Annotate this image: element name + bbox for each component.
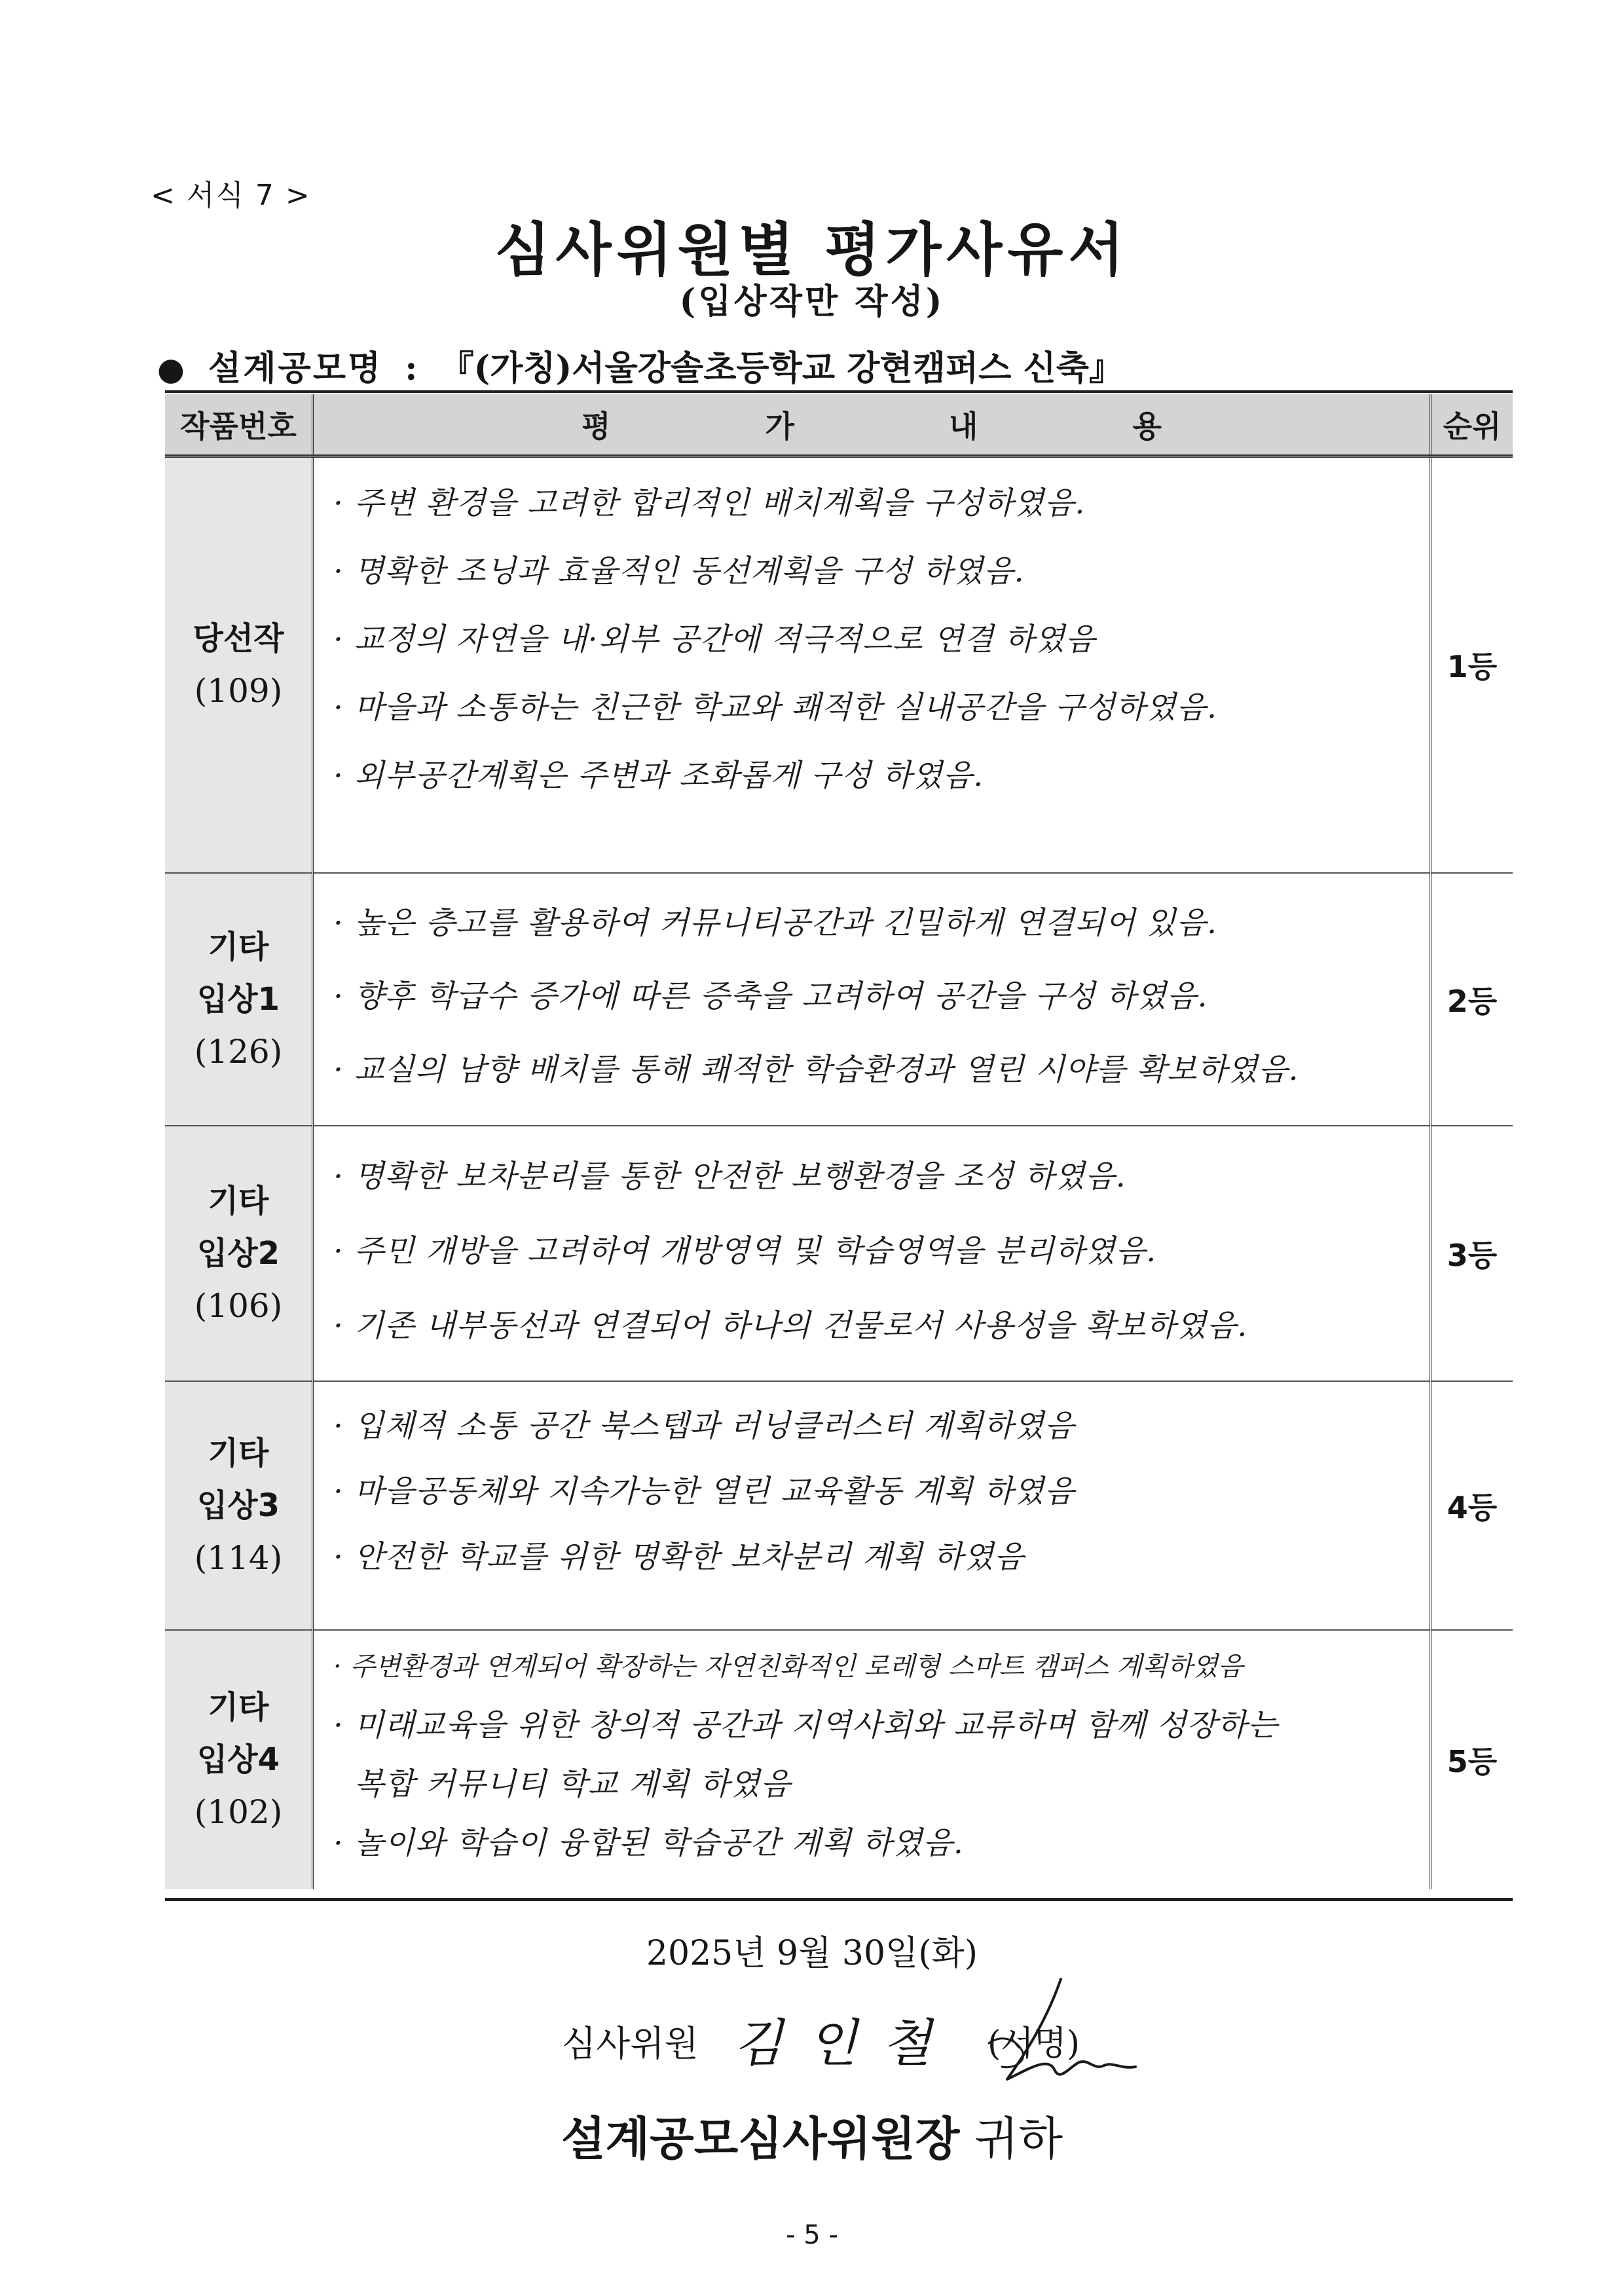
- work-cell: [165, 456, 313, 873]
- work-subcategory: 입상4: [196, 1741, 280, 1778]
- comment-line: · 마을과 소통하는 친근한 학교와 쾌적한 실내공간을 구성하였음.: [333, 690, 1217, 726]
- header-evaluation-content: 평 가 내 용: [313, 394, 1431, 456]
- rank-cell: 4등: [1431, 1381, 1513, 1630]
- comment-line: · 마을공동체와 지속가능한 열린 교육활동 계획 하였음: [333, 1473, 1075, 1509]
- addressee-suffix: 귀하: [974, 2112, 1063, 2166]
- comment-line: · 높은 층고를 활용하여 커뮤니티공간과 긴밀하게 연결되어 있음.: [333, 904, 1217, 941]
- table-row: [165, 873, 1513, 1126]
- entry-number: (102): [194, 1793, 283, 1831]
- rank-cell: 3등: [1431, 1126, 1513, 1381]
- evaluation-cell: [313, 1630, 1431, 1889]
- comment-line: · 교실의 남향 배치를 통해 쾌적한 학습환경과 열린 시야를 확보하였음.: [333, 1051, 1299, 1088]
- comment-line: · 향후 학급수 증가에 따른 증축을 고려하여 공간을 구성 하였음.: [333, 978, 1208, 1014]
- entry-number: (106): [194, 1286, 283, 1325]
- table-row: [165, 1630, 1513, 1889]
- work-subcategory: 입상3: [196, 1487, 280, 1524]
- rank-cell: 2등: [1431, 873, 1513, 1126]
- contest-name: 『(가칭)서울강솔초등학교 강현캠퍼스 신축』: [439, 348, 1123, 388]
- work-category: 기타: [208, 1182, 269, 1219]
- evaluation-cell: [313, 456, 1431, 873]
- table-bottom-rule: [165, 1898, 1513, 1901]
- comment-line: 복합 커뮤니티 학교 계획 하였음: [333, 1766, 791, 1802]
- comment-line: · 입체적 소통 공간 북스텝과 러닝클러스터 계획하였음: [333, 1407, 1075, 1444]
- work-category: 기타: [208, 1689, 269, 1726]
- contest-line: [157, 341, 1123, 390]
- evaluation-table: [165, 394, 1513, 1889]
- entry-number: (114): [194, 1538, 283, 1577]
- table-top-rule: [165, 390, 1513, 393]
- addressee-main: 설계공모심사위원장: [561, 2111, 960, 2166]
- contest-label: 설계공모명: [208, 348, 383, 388]
- work-category: 기타: [208, 928, 269, 965]
- page-number: - 5 -: [786, 2220, 838, 2250]
- document-subtitle: (입상작만 작성): [679, 282, 945, 322]
- work-cell: [165, 873, 313, 1126]
- entry-number: (126): [194, 1032, 283, 1071]
- table-row: [165, 1126, 1513, 1381]
- comment-line: · 주변 환경을 고려한 합리적인 배치계획을 구성하였음.: [333, 485, 1086, 521]
- addressee: [0, 2102, 1624, 2168]
- table-row: [165, 456, 1513, 873]
- comment-line: · 놀이와 학습이 융합된 학습공간 계획 하였음.: [333, 1824, 964, 1861]
- header-rank: 순위: [1431, 394, 1513, 456]
- comment-line: · 교정의 자연을 내·외부 공간에 적극적으로 연결 하였음: [333, 621, 1096, 657]
- table-row: [165, 1381, 1513, 1630]
- bullet-icon: ●: [157, 351, 185, 388]
- comment-line: · 주변환경과 연계되어 확장하는 자연친화적인 로레형 스마트 캠퍼스 계획하였음: [333, 1651, 1244, 1682]
- work-subcategory: 입상2: [196, 1234, 280, 1272]
- rank-cell: 5등: [1431, 1630, 1513, 1889]
- comment-line: · 주민 개방을 고려하여 개방영역 및 학습영역을 분리하였음.: [333, 1232, 1157, 1269]
- work-category: 당선작: [193, 620, 284, 657]
- work-cell: [165, 1381, 313, 1630]
- work-cell: [165, 1126, 313, 1381]
- work-subcategory: 입상1: [196, 980, 280, 1018]
- document-date: 2025년 9월 30일(화): [646, 1934, 978, 1973]
- header-work-number: 작품번호: [165, 394, 313, 456]
- rank-cell: 1등: [1431, 456, 1513, 873]
- comment-line: · 명확한 보차분리를 통한 안전한 보행환경을 조성 하였음.: [333, 1158, 1126, 1194]
- judge-label: 심사위원: [562, 2023, 699, 2064]
- work-cell: [165, 1630, 313, 1889]
- form-number: < 서식 7 >: [151, 179, 311, 212]
- comment-line: · 외부공간계획은 주변과 조화롭게 구성 하였음.: [333, 758, 984, 794]
- comment-line: · 기존 내부동선과 연결되어 하나의 건물로서 사용성을 확보하였음.: [333, 1307, 1248, 1344]
- judge-name: 김인철: [733, 2014, 957, 2073]
- entry-number: (109): [194, 672, 283, 711]
- evaluation-cell: [313, 873, 1431, 1126]
- comment-line: · 안전한 학교를 위한 명확한 보차분리 계획 하였음: [333, 1538, 1025, 1575]
- document-title: 심사위원별 평가사유서: [494, 215, 1130, 284]
- table-header-row: [165, 394, 1513, 456]
- evaluation-cell: [313, 1381, 1431, 1630]
- work-category: 기타: [208, 1434, 269, 1472]
- comment-line: · 명확한 조닝과 효율적인 동선계획을 구성 하였음.: [333, 553, 1025, 589]
- signature-mark: [950, 1971, 1139, 2102]
- evaluation-cell: [313, 1126, 1431, 1381]
- sign-note: (서명): [987, 2024, 1080, 2064]
- contest-separator: :: [405, 348, 418, 388]
- comment-line: · 미래교육을 위한 창의적 공간과 지역사회와 교류하며 함께 성장하는: [333, 1707, 1278, 1743]
